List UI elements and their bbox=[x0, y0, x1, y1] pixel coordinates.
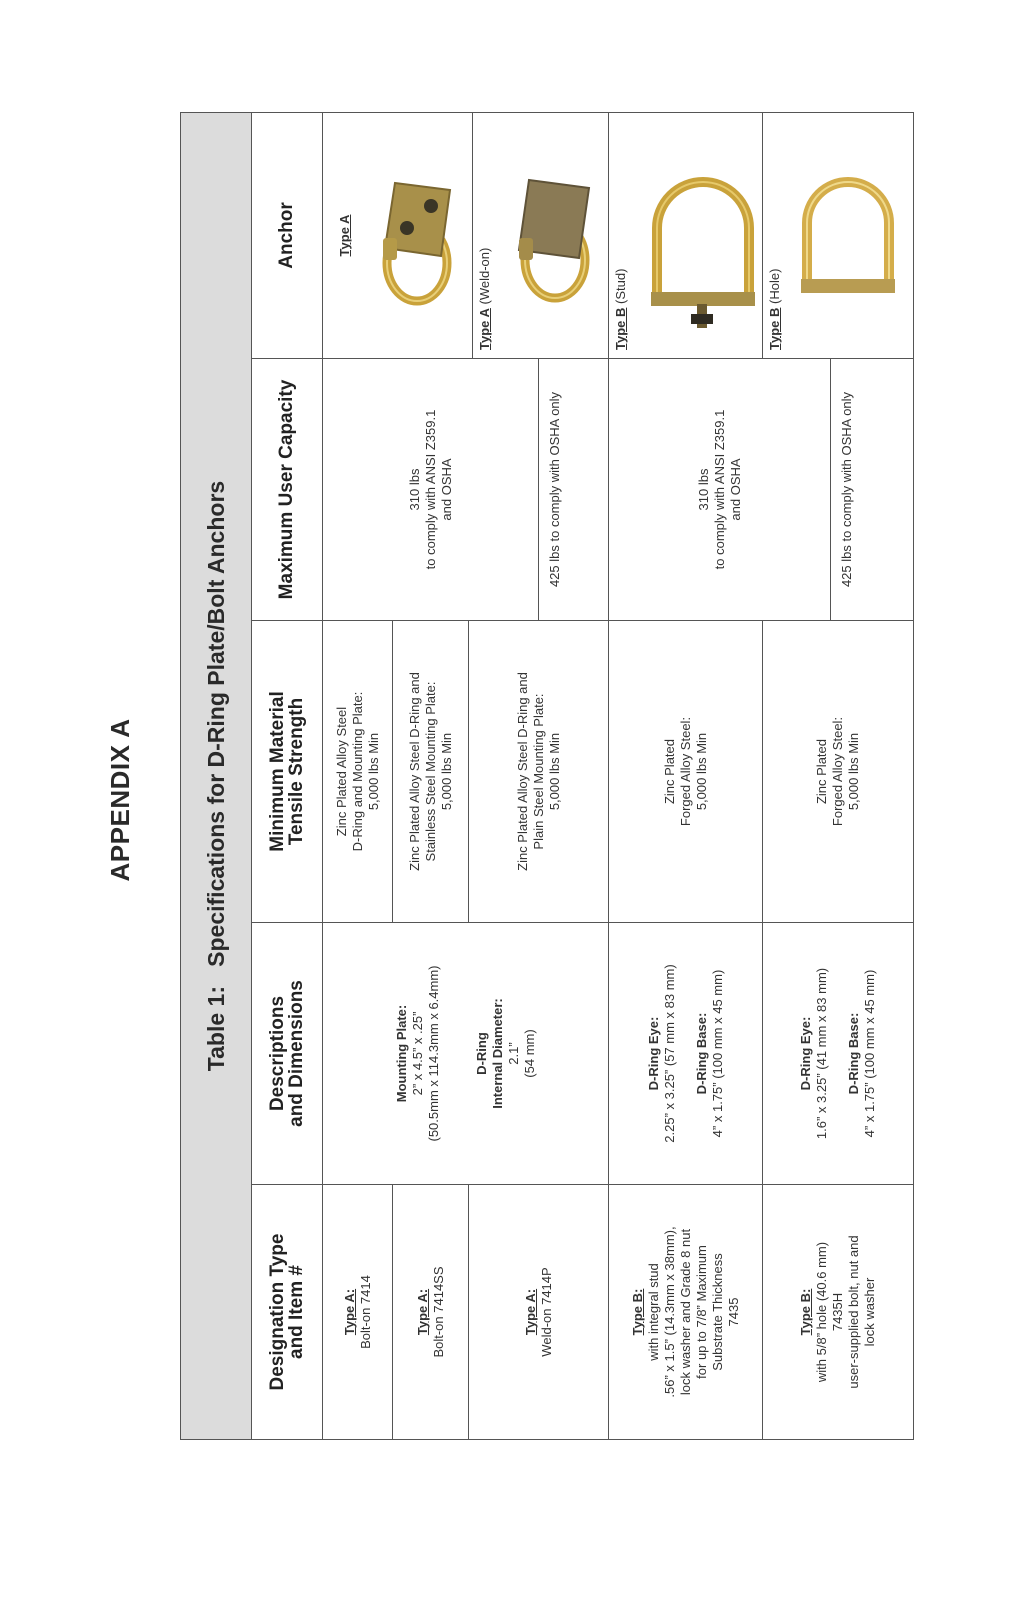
capacity-b-osha bbox=[831, 358, 913, 620]
table-title: Table 1: Specifications for D-Ring Plate/Bolt Anchors bbox=[181, 113, 252, 1439]
spec-table bbox=[180, 112, 914, 1440]
header-descriptions bbox=[251, 922, 323, 1184]
tensile-r3-line1: Zinc Plated Alloy Steel D-Ring and bbox=[514, 672, 530, 871]
header-tensile-line2: Tensile Strength bbox=[285, 697, 307, 846]
designation-r4-line5: Substrate Thickness bbox=[709, 1253, 725, 1371]
capacity-b-ansi bbox=[609, 358, 831, 620]
b2-eye: 1.6” x 3.25” (41 mm x 83 mm) bbox=[814, 967, 829, 1140]
anchor-type-a-bolt bbox=[323, 113, 473, 358]
header-designation-line2: and Item # bbox=[285, 1265, 307, 1359]
capacity-b-line2: to comply with ANSI Z359.1 bbox=[711, 409, 727, 570]
tensile-r2-line2: Stainless Steel Mounting Plate: bbox=[422, 681, 438, 862]
anchor-b1-suffix: (Stud) bbox=[613, 268, 628, 308]
anchor-type-a-weld bbox=[473, 113, 609, 358]
header-descriptions-line1: Descriptions bbox=[266, 995, 288, 1112]
descriptions-type-b-stud bbox=[609, 922, 763, 1184]
capacity-b-line3: and OSHA bbox=[727, 458, 743, 521]
designation-r4 bbox=[609, 1184, 763, 1439]
stud-dring-image bbox=[637, 138, 757, 328]
tensile-r5-line3: 5,000 lbs Min bbox=[846, 732, 861, 811]
header-anchor-text: Anchor bbox=[276, 202, 297, 269]
designation-r2-type: Type A: bbox=[414, 1288, 430, 1336]
tensile-r2 bbox=[393, 620, 469, 922]
header-capacity-text: Maximum User Capacity bbox=[276, 379, 297, 600]
header-designation bbox=[251, 1184, 323, 1439]
anchor-b2-suffix: (Hole) bbox=[767, 268, 782, 308]
b2-base: 4” x 1.75” (100 mm x 45 mm) bbox=[862, 969, 877, 1138]
anchor-a2-caption bbox=[477, 248, 493, 350]
designation-r4-line1: with integral stud bbox=[645, 1263, 661, 1361]
tensile-r4-line2: Forged Alloy Steel: bbox=[677, 716, 693, 827]
dring-plate-image bbox=[355, 168, 465, 318]
dring-diam-label: Internal Diameter: bbox=[489, 998, 505, 1109]
designation-r5 bbox=[763, 1184, 913, 1439]
tensile-r2-line3: 5,000 lbs Min bbox=[438, 732, 454, 811]
designation-r5-type: Type B: bbox=[798, 1288, 813, 1336]
dring-label: D-Ring bbox=[473, 1032, 489, 1075]
tensile-r4-line1: Zinc Plated bbox=[661, 738, 677, 805]
b1-eye-label: D-Ring Eye: bbox=[645, 1016, 661, 1091]
appendix-title: APPENDIX A bbox=[105, 718, 135, 882]
designation-r3-item: Weld-on 7414P bbox=[538, 1267, 554, 1357]
capacity-a-osha bbox=[539, 358, 609, 620]
designation-r1-item: Bolt-on 7414 bbox=[357, 1275, 373, 1349]
anchor-type-b-stud bbox=[609, 113, 763, 358]
b2-base-label: D-Ring Base: bbox=[846, 1012, 861, 1095]
tensile-r5-line1: Zinc Plated bbox=[814, 738, 829, 805]
capacity-a-line2: to comply with ANSI Z359.1 bbox=[422, 409, 438, 570]
dring-diam: 2.1” bbox=[505, 1042, 521, 1065]
header-anchor bbox=[251, 113, 323, 358]
tensile-r3-line2: Plain Steel Mounting Plate: bbox=[530, 693, 546, 850]
capacity-a-line1: 310 lbs bbox=[406, 468, 422, 511]
capacity-b-osha-text: 425 lbs to comply with OSHA only bbox=[839, 391, 854, 588]
header-tensile-line1: Minimum Material bbox=[266, 691, 288, 852]
designation-r1-type: Type A: bbox=[341, 1288, 357, 1336]
designation-r3-type: Type A: bbox=[522, 1288, 538, 1336]
capacity-a-osha-text: 425 lbs to comply with OSHA only bbox=[547, 391, 562, 588]
anchor-b1-caption bbox=[613, 269, 629, 350]
designation-r5-line2: 7435H bbox=[830, 1292, 845, 1332]
plate-metric: (50.5mm x 114.3mm x 6.4mm) bbox=[425, 965, 441, 1142]
tensile-r1-line3: 5,000 lbs Min bbox=[365, 732, 381, 811]
b1-base-label: D-Ring Base: bbox=[693, 1012, 709, 1095]
designation-r4-line3: lock washer and Grade 8 nut bbox=[677, 1228, 693, 1396]
tensile-r3 bbox=[469, 620, 609, 922]
designation-r5-line3: user-supplied bolt, nut and bbox=[846, 1235, 861, 1389]
header-designation-line1: Designation Type bbox=[266, 1233, 288, 1391]
designation-r1 bbox=[323, 1184, 393, 1439]
anchor-b2-type: Type B bbox=[767, 307, 782, 350]
anchor-b2-caption bbox=[767, 269, 783, 350]
designation-r3 bbox=[469, 1184, 609, 1439]
anchor-a2-suffix: (Weld-on) bbox=[477, 247, 492, 309]
tensile-r1-line2: D-Ring and Mounting Plate: bbox=[349, 691, 365, 852]
tensile-r3-line3: 5,000 lbs Min bbox=[546, 732, 562, 811]
b2-eye-label: D-Ring Eye: bbox=[798, 1016, 813, 1091]
anchor-type-b-hole bbox=[763, 113, 913, 358]
b1-base: 4” x 1.75” (100 mm x 45 mm) bbox=[709, 969, 725, 1138]
descriptions-type-b-hole bbox=[763, 922, 913, 1184]
designation-r5-line1: with 5/8” hole (40.6 mm) bbox=[814, 1241, 829, 1383]
designation-r4-line6: 7435 bbox=[725, 1297, 741, 1327]
anchor-a2-type: Type A bbox=[477, 308, 492, 350]
tensile-r2-line1: Zinc Plated Alloy Steel D-Ring and bbox=[406, 672, 422, 871]
designation-r4-type: Type B: bbox=[629, 1288, 645, 1336]
designation-r2 bbox=[393, 1184, 469, 1439]
tensile-r4 bbox=[609, 620, 763, 922]
designation-r4-line2: .56” x 1.5” (14.3mm x 38mm), bbox=[661, 1226, 677, 1398]
tensile-r1 bbox=[323, 620, 393, 922]
designation-r4-line4: for up to 7/8” Maximum bbox=[693, 1245, 709, 1379]
weld-on-dring-image bbox=[497, 168, 602, 318]
tensile-r5 bbox=[763, 620, 913, 922]
plate-label: Mounting Plate: bbox=[393, 1004, 409, 1103]
header-descriptions-line2: and Dimensions bbox=[285, 980, 307, 1127]
hole-dring-image bbox=[793, 153, 903, 313]
header-capacity bbox=[251, 358, 323, 620]
tensile-r1-line1: Zinc Plated Alloy Steel bbox=[333, 706, 349, 837]
designation-r5-line4: lock washer bbox=[862, 1277, 877, 1347]
anchor-b1-type: Type B bbox=[613, 307, 628, 350]
tensile-r5-line2: Forged Alloy Steel: bbox=[830, 716, 845, 827]
capacity-a-line3: and OSHA bbox=[438, 458, 454, 521]
anchor-a1-caption: Type A bbox=[337, 214, 352, 257]
header-tensile bbox=[251, 620, 323, 922]
plate-imperial: 2” x 4.5” x .25” bbox=[409, 1011, 425, 1096]
designation-r2-item: Bolt-on 7414SS bbox=[430, 1266, 446, 1358]
descriptions-type-a bbox=[323, 922, 609, 1184]
capacity-a-ansi bbox=[323, 358, 539, 620]
b1-eye: 2.25” x 3.25” (57 mm x 83 mm) bbox=[661, 964, 677, 1143]
dring-diam-metric: (54 mm) bbox=[521, 1029, 537, 1078]
tensile-r4-line3: 5,000 lbs Min bbox=[693, 732, 709, 811]
capacity-b-line1: 310 lbs bbox=[695, 468, 711, 511]
